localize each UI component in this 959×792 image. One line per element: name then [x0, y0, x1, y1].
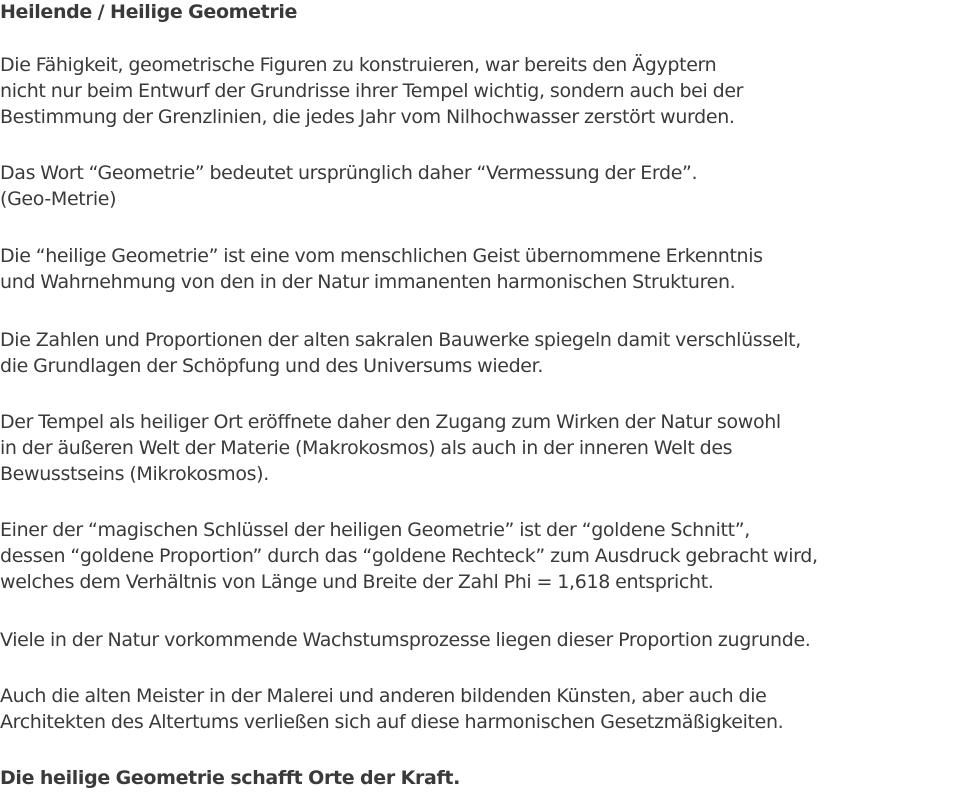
- paragraph-word-meaning: [0, 160, 697, 212]
- paragraph-line: Die Zahlen und Proportionen der alten sakralen Bauwerke spiegeln damit verschlüsselt,: [0, 329, 801, 351]
- paragraph-nature-growth: [0, 627, 811, 653]
- paragraph-line: nicht nur beim Entwurf der Grundrisse ihrer Tempel wichtig, sondern auch bei der: [0, 80, 744, 103]
- paragraph-egypt-geometry: [0, 52, 743, 131]
- paragraph-line: Bestimmung der Grenzlinien, die jedes Jahr vom Nilhochwasser zerstört wurden.: [0, 106, 735, 129]
- paragraph-line: (Geo-Metrie): [0, 188, 117, 211]
- document-title: Heilende / Heilige Geometrie: [0, 1, 298, 23]
- paragraph-temple: [0, 409, 781, 488]
- paragraph-numbers-proportions: [0, 327, 801, 379]
- paragraph-line: die Grundlagen der Schöpfung und des Universums wieder.: [0, 355, 544, 378]
- paragraph-line: Die “heilige Geometrie” ist eine vom menschlichen Geist übernommene Erkenntnis: [0, 245, 763, 267]
- paragraph-line: Bewusstseins (Mikrokosmos).: [0, 463, 269, 486]
- paragraph-golden-ratio: [0, 517, 818, 596]
- paragraph-line: in der äußeren Welt der Materie (Makrokosmos) als auch in der inneren Welt des: [0, 437, 733, 460]
- paragraph-old-masters: [0, 683, 783, 735]
- paragraph-line: Architekten des Altertums verließen sich auf diese harmonischen Gesetzmäßigkeiten.: [0, 711, 784, 734]
- paragraph-sacred-geometry: [0, 243, 763, 295]
- paragraph-line: Auch die alten Meister in der Malerei und anderen bildenden Künsten, aber auch die: [0, 685, 767, 707]
- paragraph-line: welches dem Verhältnis von Länge und Breite der Zahl Phi = 1,618 entspricht.: [0, 571, 714, 594]
- paragraph-line: Das Wort “Geometrie” bedeutet ursprünglich daher “Vermessung der Erde”.: [0, 162, 698, 184]
- paragraph-line: und Wahrnehmung von den in der Natur immanenten harmonischen Strukturen.: [0, 271, 736, 294]
- paragraph-line: Der Tempel als heiliger Ort eröffnete daher den Zugang zum Wirken der Natur sowohl: [0, 411, 781, 433]
- paragraph-line: Viele in der Natur vorkommende Wachstumsprozesse liegen dieser Proportion zugrunde.: [0, 629, 811, 651]
- paragraph-line: dessen “goldene Proportion” durch das “goldene Rechteck” zum Ausdruck gebracht wird,: [0, 545, 818, 568]
- closing-statement: Die heilige Geometrie schafft Orte der Kraft.: [0, 767, 460, 789]
- paragraph-line: Die Fähigkeit, geometrische Figuren zu konstruieren, war bereits den Ägyptern: [0, 54, 717, 76]
- paragraph-line: Einer der “magischen Schlüssel der heiligen Geometrie” ist der “goldene Schnitt”,: [0, 519, 750, 541]
